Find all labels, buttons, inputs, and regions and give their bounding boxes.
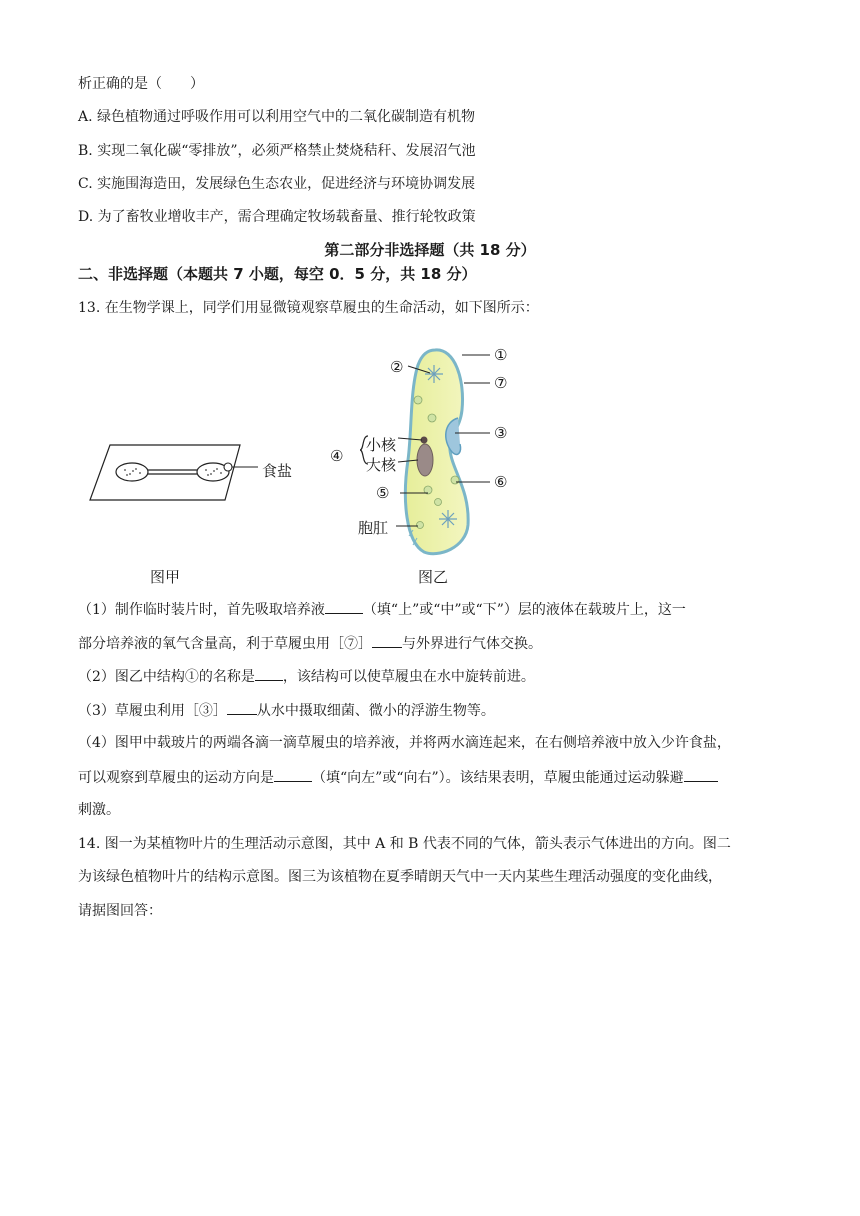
figure-b-caption: 图乙: [418, 568, 449, 586]
q14-line1: 14. 图一为某植物叶片的生理活动示意图，其中 A 和 B 代表不同的气体，箭头表示气体进出的方向。图二: [78, 836, 731, 852]
label-6: ⑥: [494, 473, 508, 491]
label-salt: 食盐: [262, 462, 293, 480]
answer-blank[interactable]: [227, 700, 257, 715]
q12-option-a: A. 绿色植物通过呼吸作用可以利用空气中的二氧化碳制造有机物: [78, 109, 476, 125]
q12-stem-end: 析正确的是（ ）: [78, 76, 204, 92]
answer-blank[interactable]: [684, 767, 718, 782]
answer-blank[interactable]: [325, 599, 363, 614]
label-anal-pore: 胞肛: [358, 519, 389, 537]
label-7: ⑦: [494, 374, 508, 392]
part2-title: 第二部分非选择题（共 18 分）: [324, 241, 536, 259]
q12-option-c: C. 实施围海造田，发展绿色生态农业，促进经济与环境协调发展: [78, 176, 476, 192]
section-heading: 二、非选择题（本题共 7 小题，每空 0．5 分，共 18 分）: [78, 265, 477, 283]
answer-blank[interactable]: [274, 767, 312, 782]
figure-a-caption: 图甲: [150, 568, 181, 586]
label-4: ④: [330, 447, 344, 465]
answer-blank[interactable]: [255, 666, 283, 681]
q13-2: （2）图乙中结构①的名称是 ，该结构可以使草履虫在水中旋转前进。: [78, 666, 535, 687]
q14-line2: 为该绿色植物叶片的结构示意图。图三为该植物在夏季晴朗天气中一天内某些生理活动强度的变化曲线，: [78, 869, 722, 885]
label-2: ②: [390, 358, 404, 376]
q13-4-line2: 可以观察到草履虫的运动方向是 （填“向左”或“向右”）。该结果表明，草履虫能通过运动躲避: [78, 767, 718, 788]
q13-stem: 13. 在生物学课上，同学们用显微镜观察草履虫的生命活动，如下图所示：: [78, 300, 539, 316]
q14-line3: 请据图回答：: [78, 903, 162, 919]
label-3: ③: [494, 424, 508, 442]
q12-option-b: B. 实现二氧化碳“零排放”，必须严格禁止焚烧秸秆、发展沼气池: [78, 143, 476, 159]
q13-1-line1: （1）制作临时装片时，首先吸取培养液 （填“上”或“中”或“下”）层的液体在载玻片上，这一: [78, 599, 686, 620]
q12-option-d: D. 为了畜牧业增收丰产，需合理确定牧场载畜量、推行轮牧政策: [78, 209, 476, 225]
answer-blank[interactable]: [372, 633, 402, 648]
q13-4-line3: 刺激。: [78, 802, 120, 818]
q13-4-line1: （4）图甲中载玻片的两端各滴一滴草履虫的培养液，并将两水滴连起来，在右侧培养液中放入少许食盐，: [78, 735, 731, 751]
q13-3: （3）草履虫利用［③］ 从水中摄取细菌、微小的浮游生物等。: [78, 700, 495, 721]
label-large-nucleus: 大核: [366, 456, 397, 474]
q13-1-line2: 部分培养液的氧气含量高，利于草履虫用［⑦］ 与外界进行气体交换。: [78, 633, 542, 654]
label-small-nucleus: 小核: [366, 436, 397, 454]
label-1: ①: [494, 346, 508, 364]
label-5: ⑤: [376, 484, 390, 502]
